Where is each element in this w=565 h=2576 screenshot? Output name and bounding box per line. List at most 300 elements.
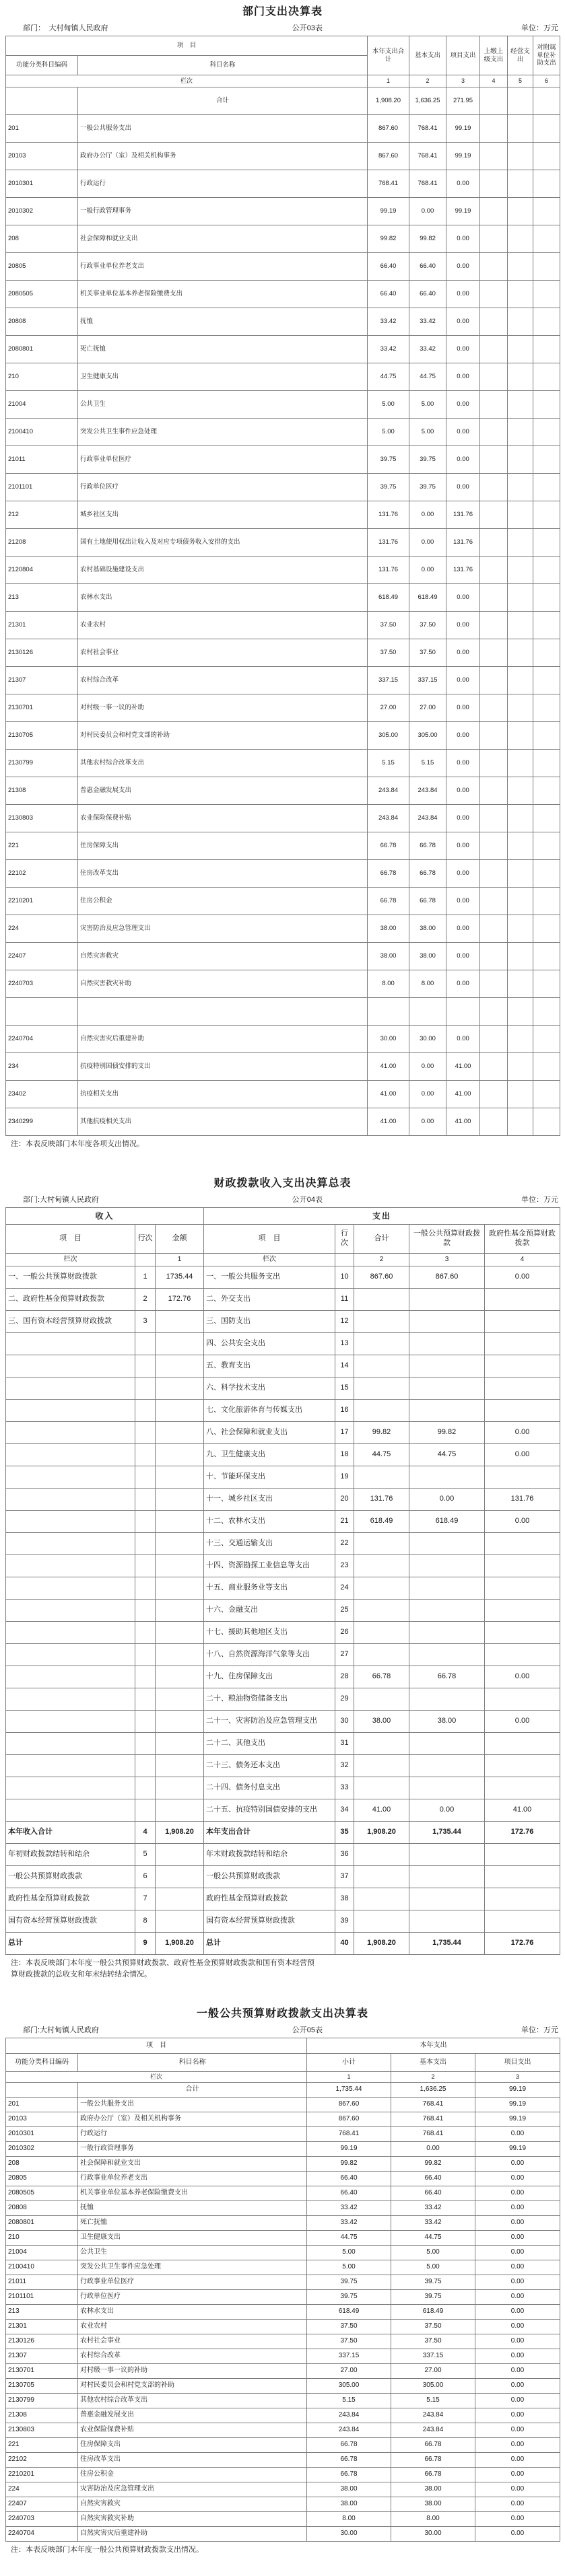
cell: 1,735.44 <box>409 1822 485 1844</box>
cell <box>480 253 508 281</box>
cell: 0.00 <box>475 2231 560 2246</box>
cell <box>156 1844 204 1866</box>
cell: 201 <box>6 115 78 143</box>
cell: 0.00 <box>475 2127 560 2142</box>
cell <box>354 1644 409 1666</box>
cell <box>480 667 508 694</box>
cell: 0.00 <box>475 2527 560 2542</box>
cell <box>354 1910 409 1933</box>
cell: 国有资本经营预算财政拨款 <box>204 1910 335 1933</box>
table-row <box>6 1444 560 1466</box>
cell <box>485 1400 560 1422</box>
cell <box>135 1333 156 1355</box>
cell: 23402 <box>6 1081 78 1108</box>
cell: 0.00 <box>446 253 480 281</box>
cell: 99.19 <box>446 115 480 143</box>
cell: 33.42 <box>409 308 446 336</box>
cell: 38.00 <box>409 915 446 943</box>
cell: 一般公共预算财政拨款 <box>6 1866 135 1888</box>
cell: 37.50 <box>307 2334 391 2349</box>
cell: 20103 <box>6 143 78 170</box>
cell: 政府办公厅（室）及相关机构事务 <box>78 143 368 170</box>
table-row <box>6 1533 560 1555</box>
cell: 19 <box>335 1466 354 1489</box>
table-row <box>6 1733 560 1755</box>
cell: 99.82 <box>409 1422 485 1444</box>
cell <box>156 1688 204 1711</box>
table1-note: 注：本表反映部门本年度各项支出情况。 <box>11 1140 144 1148</box>
cell: 机关事业单位基本养老保险缴费支出 <box>78 2186 307 2201</box>
cell <box>6 1711 135 1733</box>
cell: 自然灾害救灾补助 <box>78 970 368 998</box>
cell <box>533 281 560 308</box>
cell: 21011 <box>6 2275 78 2290</box>
cell: 二、外交支出 <box>204 1289 335 1311</box>
t2-header-expenditure: 支出 <box>204 1208 560 1225</box>
t1-header-subject-name: 科目名称 <box>78 56 368 75</box>
cell <box>533 529 560 557</box>
table2-sheet-number: 公开04表 <box>292 1196 323 1204</box>
cell <box>485 1555 560 1577</box>
cell: 39.75 <box>391 2290 475 2305</box>
cell: 99.19 <box>475 2098 560 2112</box>
cell: 5.15 <box>368 750 409 777</box>
cell <box>409 1755 485 1777</box>
cell <box>508 694 533 722</box>
cell <box>354 1777 409 1799</box>
cell: 99.19 <box>475 2142 560 2157</box>
cell: 农业农村 <box>78 612 368 639</box>
cell: 0.00 <box>446 612 480 639</box>
cell: 21004 <box>6 2246 78 2260</box>
cell <box>480 888 508 915</box>
cell: 十三、交通运输支出 <box>204 1533 335 1555</box>
cell <box>533 860 560 888</box>
table-row <box>6 2172 560 2186</box>
cell: 44.75 <box>391 2231 475 2246</box>
cell <box>156 1400 204 1422</box>
cell <box>480 1026 508 1053</box>
table3-department-label: 部门:大村甸镇人民政府 <box>23 2026 100 2034</box>
cell <box>485 1888 560 1910</box>
table-row <box>6 501 560 529</box>
cell <box>508 805 533 832</box>
table-row <box>6 1888 560 1910</box>
cell: 618.49 <box>354 1511 409 1533</box>
t2-header-income: 收入 <box>6 1208 204 1225</box>
cell: 33 <box>335 1777 354 1799</box>
cell: 2 <box>135 1289 156 1311</box>
cell <box>508 888 533 915</box>
cell: 一、一般公共预算财政拨款 <box>6 1266 135 1289</box>
table3-sheet-number: 公开05表 <box>292 2026 323 2034</box>
cell: 243.84 <box>307 2408 391 2423</box>
cell <box>485 1311 560 1333</box>
cell: 44.75 <box>409 363 446 391</box>
cell <box>354 1555 409 1577</box>
cell <box>485 1688 560 1711</box>
cell: 0.00 <box>409 501 446 529</box>
cell <box>480 639 508 667</box>
cell <box>533 363 560 391</box>
cell: 0.00 <box>446 694 480 722</box>
cell: 305.00 <box>368 722 409 750</box>
cell: 0.00 <box>475 2497 560 2512</box>
table-row <box>6 2216 560 2231</box>
cell <box>409 1644 485 1666</box>
cell: 20805 <box>6 2172 78 2186</box>
t1-lanci-5: 5 <box>508 75 533 87</box>
cell: 死亡抚恤 <box>78 336 368 363</box>
cell: 九、卫生健康支出 <box>204 1444 335 1466</box>
cell <box>508 943 533 970</box>
cell <box>533 722 560 750</box>
cell: 2130126 <box>6 2334 78 2349</box>
cell <box>354 1688 409 1711</box>
cell <box>533 1026 560 1053</box>
cell: 十四、资源勘探工业信息等支出 <box>204 1555 335 1577</box>
cell: 六、科学技术支出 <box>204 1378 335 1400</box>
cell: 21308 <box>6 777 78 805</box>
table-row <box>6 2112 560 2127</box>
table2-unit-label: 单位：万元 <box>521 1196 558 1204</box>
cell: 抚恤 <box>78 2201 307 2216</box>
cell: 20103 <box>6 2112 78 2127</box>
cell: 城乡社区支出 <box>78 501 368 529</box>
table2-meta-row <box>5 1192 560 1207</box>
cell: 2101101 <box>6 474 78 501</box>
cell: 37.50 <box>409 612 446 639</box>
cell <box>354 1755 409 1777</box>
t2-lanci-3: 3 <box>409 1254 485 1266</box>
table-row <box>6 2290 560 2305</box>
cell: 合计 <box>78 87 368 115</box>
cell <box>480 198 508 225</box>
cell: 37.50 <box>409 639 446 667</box>
cell: 0.00 <box>485 1422 560 1444</box>
t3-lanci-label: 栏次 <box>6 2072 307 2083</box>
cell <box>156 1333 204 1355</box>
cell: 0.00 <box>409 1799 485 1822</box>
cell: 33.42 <box>409 336 446 363</box>
cell: 1735.44 <box>156 1266 204 1289</box>
cell: 243.84 <box>409 777 446 805</box>
cell: 210 <box>6 363 78 391</box>
cell: 行政单位医疗 <box>78 2290 307 2305</box>
cell <box>485 1644 560 1666</box>
cell <box>480 446 508 474</box>
cell: 一、一般公共服务支出 <box>204 1266 335 1289</box>
cell <box>485 1777 560 1799</box>
cell: 2100410 <box>6 2260 78 2275</box>
cell: 0.00 <box>446 308 480 336</box>
cell: 2100410 <box>6 419 78 446</box>
table3-note: 注：本表反映部门本年度一般公共预算财政拨款支出情况。 <box>11 2546 203 2554</box>
cell: 33.42 <box>368 308 409 336</box>
cell: 66.78 <box>409 832 446 860</box>
general-budget-expenditure-table <box>5 2038 560 2542</box>
cell: 337.15 <box>391 2349 475 2364</box>
cell <box>533 1108 560 1136</box>
table-row <box>6 2142 560 2157</box>
cell <box>6 1755 135 1777</box>
cell: 8.00 <box>409 970 446 998</box>
t2-lanci-4: 4 <box>485 1254 560 1266</box>
t1-header-project: 项目支出 <box>446 36 480 75</box>
t3-header-basic: 基本支出 <box>391 2054 475 2072</box>
table-row <box>6 1053 560 1081</box>
cell: 867.60 <box>307 2098 391 2112</box>
table-row <box>6 1666 560 1688</box>
cell: 总计 <box>6 1933 135 1955</box>
table-row <box>6 1289 560 1311</box>
cell: 618.49 <box>391 2305 475 2320</box>
t2-lanci-1: 1 <box>156 1254 204 1266</box>
table3-meta-row <box>5 2022 560 2038</box>
cell <box>354 1888 409 1910</box>
cell: 224 <box>6 2482 78 2497</box>
cell: 27.00 <box>391 2364 475 2379</box>
cell: 38.00 <box>409 943 446 970</box>
cell: 36 <box>335 1844 354 1866</box>
table-row <box>6 1422 560 1444</box>
cell: 0.00 <box>446 391 480 419</box>
cell: 6 <box>135 1866 156 1888</box>
cell <box>6 1733 135 1755</box>
cell: 0.00 <box>475 2423 560 2438</box>
cell: 机关事业单位基本养老保险缴费支出 <box>78 281 368 308</box>
table-row <box>6 2186 560 2201</box>
cell <box>6 1799 135 1822</box>
t3-header-subject-name: 科目名称 <box>78 2054 307 2072</box>
cell: 38.00 <box>307 2482 391 2497</box>
table-row <box>6 1799 560 1822</box>
cell: 29 <box>335 1688 354 1711</box>
table-row <box>6 474 560 501</box>
cell <box>354 1289 409 1311</box>
cell <box>6 2083 78 2098</box>
cell: 0.00 <box>475 2290 560 2305</box>
cell: 抗疫特别国债安排的支出 <box>78 1053 368 1081</box>
cell: 公共卫生 <box>78 2246 307 2260</box>
cell: 41.00 <box>446 1053 480 1081</box>
cell: 住房保障支出 <box>78 832 368 860</box>
cell <box>156 1799 204 1822</box>
cell: 0.00 <box>446 750 480 777</box>
cell <box>354 1333 409 1355</box>
cell: 住房公积金 <box>78 2468 307 2482</box>
table-row <box>6 2157 560 2172</box>
cell <box>135 1600 156 1622</box>
table-row <box>6 2453 560 2468</box>
cell: 农村综合改革 <box>78 2349 307 2364</box>
cell: 行政运行 <box>78 2127 307 2142</box>
cell <box>485 1844 560 1866</box>
table-row <box>6 87 560 115</box>
cell: 20808 <box>6 2201 78 2216</box>
cell: 867.60 <box>368 143 409 170</box>
cell <box>480 557 508 584</box>
cell <box>480 860 508 888</box>
cell: 2130701 <box>6 2364 78 2379</box>
t2-lanci-left-blank <box>135 1254 156 1266</box>
cell: 0.00 <box>446 943 480 970</box>
cell: 0.00 <box>475 2275 560 2290</box>
cell: 5.00 <box>391 2260 475 2275</box>
cell <box>480 474 508 501</box>
cell <box>156 1733 204 1755</box>
cell <box>409 1888 485 1910</box>
cell: 2210201 <box>6 2468 78 2482</box>
cell <box>533 915 560 943</box>
cell: 30.00 <box>368 1026 409 1053</box>
cell <box>533 308 560 336</box>
cell <box>508 336 533 363</box>
cell <box>508 1026 533 1053</box>
cell <box>485 1533 560 1555</box>
cell <box>156 1711 204 1733</box>
cell: 66.78 <box>307 2468 391 2482</box>
cell: 768.41 <box>391 2098 475 2112</box>
table-row <box>6 722 560 750</box>
cell: 41.00 <box>368 1081 409 1108</box>
cell: 0.00 <box>409 1081 446 1108</box>
cell: 39.75 <box>307 2290 391 2305</box>
cell <box>156 1577 204 1600</box>
cell: 七、文化旅游体育与传媒支出 <box>204 1400 335 1422</box>
cell <box>485 1577 560 1600</box>
table-row <box>6 1378 560 1400</box>
cell: 243.84 <box>307 2423 391 2438</box>
cell: 0.00 <box>446 888 480 915</box>
cell: 0.00 <box>475 2394 560 2408</box>
table-row <box>6 446 560 474</box>
cell <box>533 750 560 777</box>
table-row <box>6 805 560 832</box>
cell: 224 <box>6 915 78 943</box>
cell: 0.00 <box>446 336 480 363</box>
cell: 768.41 <box>409 115 446 143</box>
table1-sheet-number: 公开03表 <box>292 24 323 32</box>
cell: 172.76 <box>485 1933 560 1955</box>
cell: 1,636.25 <box>409 87 446 115</box>
table-row <box>6 2305 560 2320</box>
cell: 0.00 <box>446 722 480 750</box>
cell <box>409 1533 485 1555</box>
cell: 5 <box>135 1844 156 1866</box>
cell <box>354 1866 409 1888</box>
table-row <box>6 2246 560 2260</box>
cell: 总计 <box>204 1933 335 1955</box>
cell <box>480 998 508 1026</box>
t3-header-function-code: 功能分类科目编码 <box>6 2054 78 2072</box>
cell <box>508 722 533 750</box>
table-row <box>6 1866 560 1888</box>
cell <box>485 1378 560 1400</box>
table-row <box>6 1108 560 1136</box>
cell <box>135 1799 156 1822</box>
cell: 四、公共安全支出 <box>204 1333 335 1355</box>
cell: 38.00 <box>354 1711 409 1733</box>
cell: 十一、城乡社区支出 <box>204 1489 335 1511</box>
cell: 21301 <box>6 612 78 639</box>
cell: 农业保险保费补贴 <box>78 2423 307 2438</box>
cell <box>480 805 508 832</box>
cell <box>135 1666 156 1688</box>
cell: 政府性基金预算财政拨款 <box>6 1888 135 1910</box>
cell: 5.00 <box>307 2246 391 2260</box>
cell: 五、教育支出 <box>204 1355 335 1378</box>
cell: 131.76 <box>368 501 409 529</box>
table-row <box>6 2231 560 2246</box>
table-row <box>6 970 560 998</box>
cell <box>135 1533 156 1555</box>
cell: 37.50 <box>391 2320 475 2334</box>
cell: 2130701 <box>6 694 78 722</box>
cell: 2130803 <box>6 805 78 832</box>
cell: 2240704 <box>6 1026 78 1053</box>
cell: 2240704 <box>6 2527 78 2542</box>
cell <box>485 1600 560 1622</box>
cell: 768.41 <box>391 2127 475 2142</box>
cell: 66.40 <box>368 281 409 308</box>
cell <box>135 1444 156 1466</box>
cell: 2101101 <box>6 2290 78 2305</box>
fiscal-appropriation-summary-table <box>5 1207 560 1955</box>
cell: 172.76 <box>485 1822 560 1844</box>
cell <box>368 998 409 1026</box>
cell: 2130799 <box>6 2394 78 2408</box>
cell <box>480 1108 508 1136</box>
table-row <box>6 1466 560 1489</box>
table3-unit-label: 单位：万元 <box>521 2026 558 2034</box>
table-row <box>6 832 560 860</box>
cell: 住房保障支出 <box>78 2438 307 2453</box>
cell: 十九、住房保障支出 <box>204 1666 335 1688</box>
cell: 0.00 <box>446 832 480 860</box>
cell: 5.00 <box>409 419 446 446</box>
cell <box>508 143 533 170</box>
table-row <box>6 198 560 225</box>
cell <box>485 1733 560 1755</box>
cell: 27.00 <box>368 694 409 722</box>
cell: 8.00 <box>368 970 409 998</box>
cell: 0.00 <box>475 2186 560 2201</box>
cell: 243.84 <box>391 2423 475 2438</box>
table-row <box>6 943 560 970</box>
cell: 208 <box>6 225 78 253</box>
cell <box>6 1378 135 1400</box>
cell: 5.00 <box>307 2260 391 2275</box>
cell: 768.41 <box>368 170 409 198</box>
t1-header-upper-level: 上缴上级支出 <box>480 36 508 75</box>
cell: 39.75 <box>409 474 446 501</box>
cell <box>135 1378 156 1400</box>
cell <box>480 336 508 363</box>
cell: 对村民委员会和村党支部的补助 <box>78 722 368 750</box>
cell <box>409 1577 485 1600</box>
cell: 99.19 <box>368 198 409 225</box>
cell: 38.00 <box>307 2497 391 2512</box>
cell: 1,908.20 <box>156 1933 204 1955</box>
cell <box>6 87 78 115</box>
cell: 自然灾害灾后重建补助 <box>78 1026 368 1053</box>
cell: 31 <box>335 1733 354 1755</box>
cell: 24 <box>335 1577 354 1600</box>
cell: 4 <box>135 1822 156 1844</box>
cell: 33.42 <box>307 2201 391 2216</box>
cell: 99.82 <box>368 225 409 253</box>
